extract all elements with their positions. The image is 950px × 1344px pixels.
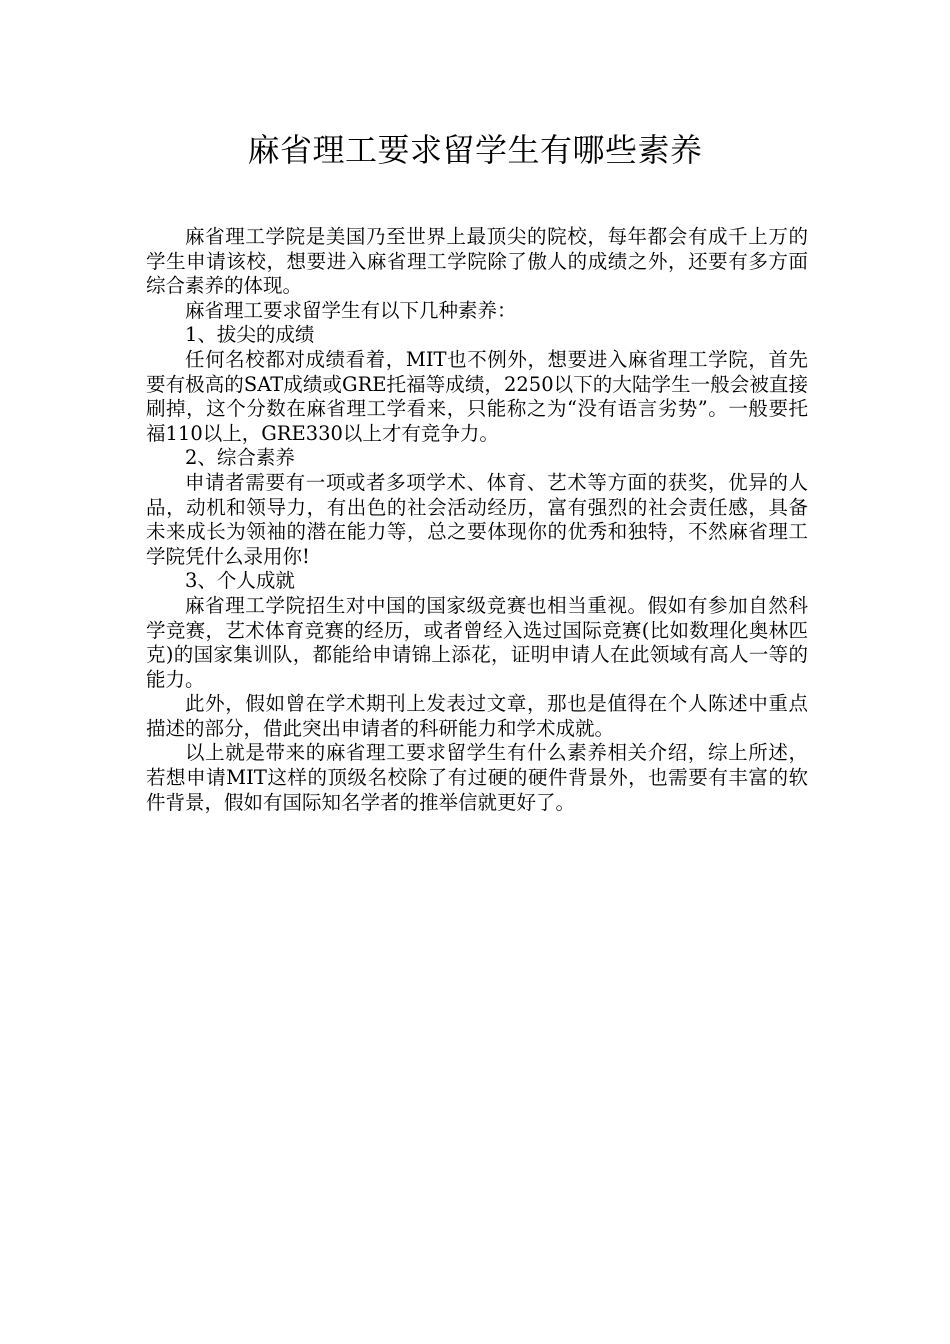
paragraph-achievements: 麻省理工学院招生对中国的国家级竞赛也相当重视。假如有参加自然科学竞赛，艺术体育竞赛的经历，或者曾经入选过国际竞赛(比如数理化奥林匹克)的国家集训队，都能给申请锦上添花，证明申请人在此领域有高人一等的能力。 — [146, 593, 808, 691]
section-heading-achievements: 3、个人成就 — [185, 569, 295, 593]
paragraph-publications: 此外，假如曾在学术期刊上发表过文章，那也是值得在个人陈述中重点描述的部分，借此突出申请者的科研能力和学术成就。 — [146, 692, 808, 740]
paragraph-grades: 任何名校都对成绩看着，MIT也不例外，想要进入麻省理工学院，首先要有极高的SAT成绩或GRE托福等成绩，2250以下的大陆学生一般会被直接刷掉，这个分数在麻省理工学看来，只能称之为“没有语言劣势”。一般要托福110以上，GRE330以上才有竞争力。 — [146, 347, 808, 445]
paragraph-intro: 麻省理工学院是美国乃至世界上最顶尖的院校，每年都会有成千上万的学生申请该校，想要进入麻省理工学院除了傲人的成绩之外，还要有多方面综合素养的体现。 — [146, 225, 808, 298]
paragraph-conclusion: 以上就是带来的麻省理工要求留学生有什么素养相关介绍，综上所述，若想申请MIT这样的顶级名校除了有过硬的硬件背景外，也需要有丰富的软件背景，假如有国际知名学者的推举信就更好了。 — [146, 741, 808, 814]
section-heading-grades: 1、拔尖的成绩 — [185, 323, 315, 347]
paragraph-qualities-lead: 麻省理工要求留学生有以下几种素养： — [185, 298, 517, 322]
document-body — [146, 225, 808, 815]
paragraph-overall: 申请者需要有一项或者多项学术、体育、艺术等方面的获奖，优异的人品，动机和领导力，有出色的社会活动经历，富有强烈的社会责任感，具备未来成长为领袖的潜在能力等，总之要体现你的优秀和独特，不然麻省理工学院凭什么录用你! — [146, 470, 808, 568]
section-heading-overall: 2、综合素养 — [185, 446, 295, 470]
document-title: 麻省理工要求留学生有哪些素养 — [247, 131, 703, 169]
